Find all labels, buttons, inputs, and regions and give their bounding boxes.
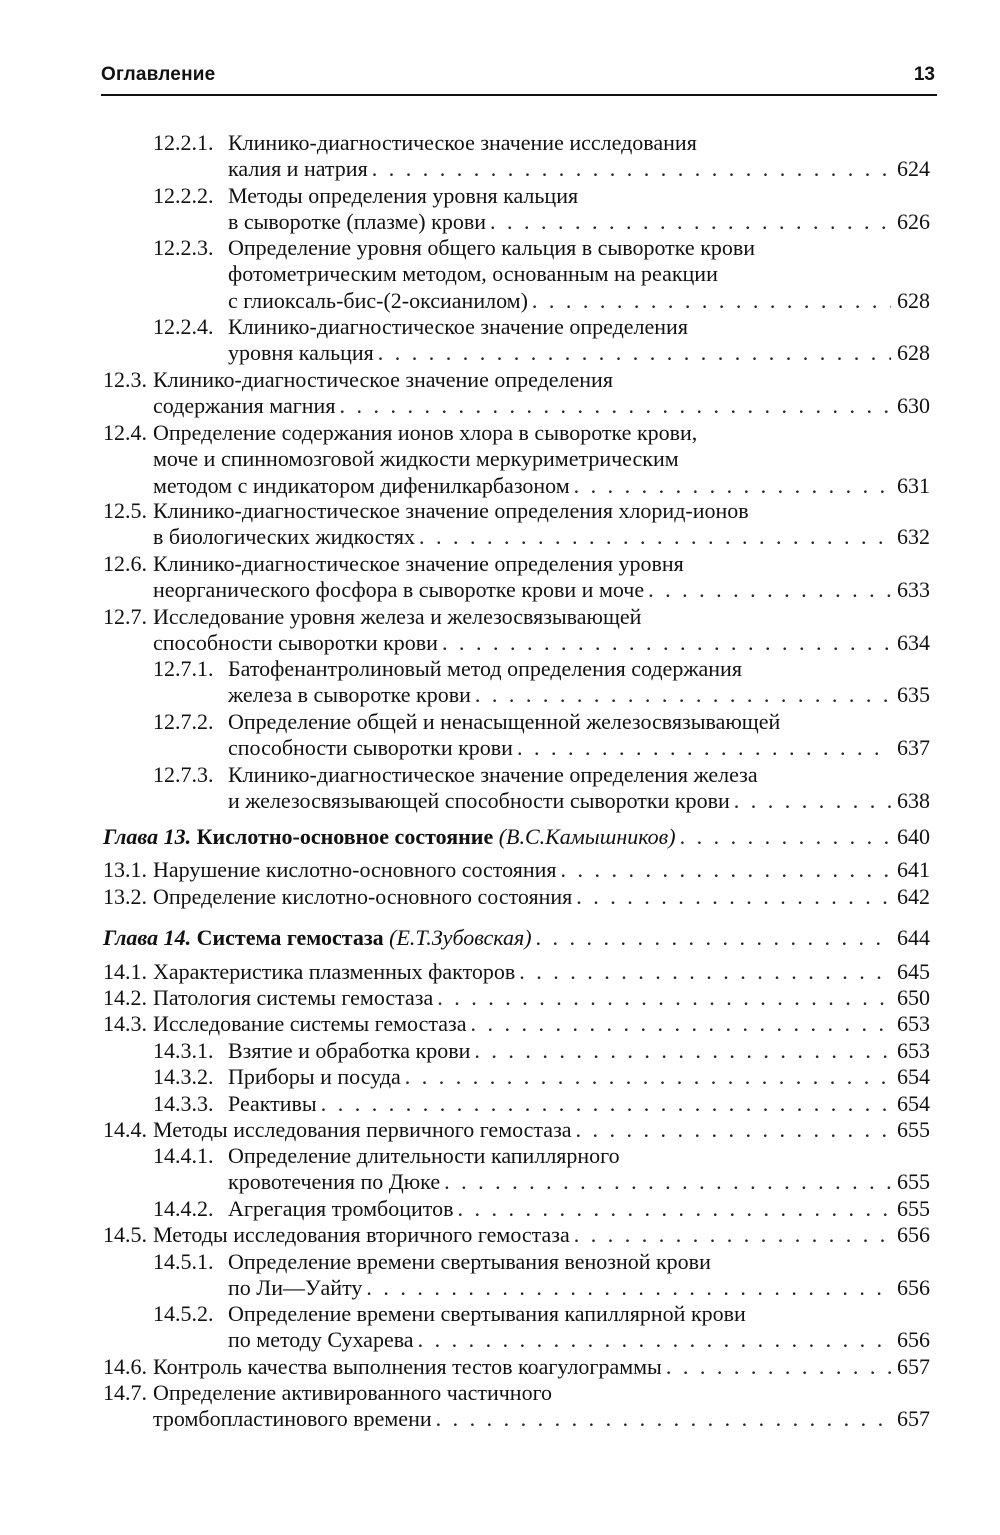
- entry-text-line: и железосвязывающей способности сыворотки крови: [228, 788, 730, 814]
- page-number: 642: [897, 884, 930, 909]
- dot-leader: [474, 1038, 891, 1064]
- chapter-title: Кислотно-основное состояние: [196, 824, 494, 849]
- section-number: 14.4.1.: [153, 1143, 214, 1168]
- entry-text-line: кровотечения по Дюке: [228, 1169, 441, 1195]
- section-number: 14.3.2.: [153, 1064, 214, 1089]
- section-number: 13.2.: [103, 884, 147, 909]
- dot-leader: [457, 1196, 891, 1222]
- entry-text-line: Методы определения уровня кальция: [228, 183, 579, 208]
- entry-text-line: Приборы и посуда: [228, 1064, 401, 1089]
- entry-text-line: по Ли—Уайту: [228, 1275, 363, 1301]
- entry-text-line: Определение общей и ненасыщенной железосвязывающей: [228, 709, 781, 734]
- entry-text-line: Клинико-диагностическое значение определения хлорид-ионов: [153, 498, 749, 523]
- entry-text-line: методом с индикатором дифенилкарбазоном: [153, 472, 570, 498]
- page-number: 653: [897, 1011, 930, 1036]
- dot-leader: [574, 473, 891, 499]
- entry-text-line: содержания магния: [153, 393, 336, 419]
- dot-leader: [532, 288, 891, 314]
- page-number: 630: [897, 393, 930, 419]
- dot-leader: [321, 1091, 891, 1117]
- page-number: 640: [897, 824, 930, 849]
- page-number: 637: [897, 735, 930, 761]
- entry-text-line: моче и спинномозговой жидкости меркуриметрическим: [153, 446, 679, 472]
- dot-leader: [561, 857, 892, 883]
- entry-text-line: Исследование системы гемостаза: [153, 1011, 467, 1036]
- entry-text-line: неорганического фосфора в сыворотке крови и моче: [153, 577, 645, 603]
- page-number: 641: [897, 857, 930, 882]
- entry-text-line: Клинико-диагностическое значение определения уровня: [153, 551, 684, 576]
- dot-leader: [378, 340, 891, 366]
- section-number: 12.7.1.: [153, 656, 214, 681]
- section-number: 14.6.: [103, 1354, 147, 1379]
- page-number: 628: [897, 287, 930, 313]
- running-header: [101, 62, 937, 96]
- section-number: 14.7.: [103, 1380, 147, 1405]
- entry-text-line: в биологических жидкостях: [153, 524, 415, 550]
- page-number: 657: [897, 1354, 930, 1379]
- dot-leader: [366, 1275, 891, 1301]
- page-number: 628: [897, 340, 930, 366]
- page-number: 634: [897, 630, 930, 656]
- page-number: 655: [897, 1169, 930, 1195]
- entry-text-line: Методы исследования вторичного гемостаза: [153, 1222, 570, 1247]
- dot-leader: [339, 393, 891, 419]
- page-number: 653: [897, 1038, 930, 1063]
- section-number: 14.3.3.: [153, 1091, 214, 1116]
- chapter-author: (Е.Т.Зубовская): [389, 925, 532, 950]
- entry-text-line: тромбопластинового времени: [153, 1406, 432, 1432]
- dot-leader: [576, 884, 891, 910]
- page-number: 656: [897, 1275, 930, 1301]
- entry-text-line: железа в сыворотке крови: [228, 682, 471, 708]
- entry-text-line: Контроль качества выполнения тестов коагулограммы: [153, 1354, 662, 1379]
- page-number: 635: [897, 682, 930, 708]
- page-number: 650: [897, 985, 930, 1010]
- dot-leader: [536, 925, 891, 951]
- section-number: 14.4.2.: [153, 1196, 214, 1221]
- dot-leader: [470, 1011, 891, 1037]
- header-page-number: 13: [913, 64, 935, 85]
- entry-text-line: Характеристика плазменных факторов: [153, 959, 516, 984]
- entry-text-line: Нарушение кислотно-основного состояния: [153, 857, 557, 882]
- entry-text-line: по методу Сухарева: [228, 1327, 414, 1353]
- page-number: 633: [897, 577, 930, 603]
- section-number: 12.2.1.: [153, 130, 214, 155]
- entry-text-line: Определение времени свертывания венозной крови: [228, 1249, 711, 1274]
- dot-leader: [574, 1222, 891, 1248]
- entry-text-line: Определение длительности капиллярного: [228, 1143, 620, 1168]
- dot-leader: [648, 577, 891, 603]
- page-number: 644: [897, 925, 930, 950]
- dot-leader: [405, 1064, 891, 1090]
- page-number: 655: [897, 1117, 930, 1142]
- dot-leader: [475, 682, 891, 708]
- entry-text-line: Клинико-диагностическое значение определения: [228, 314, 688, 339]
- section-number: 14.3.: [103, 1011, 147, 1036]
- page-number: 655: [897, 1196, 930, 1221]
- entry-text-line: Реактивы: [228, 1091, 317, 1116]
- dot-leader: [419, 524, 891, 550]
- entry-text-line: Определение времени свертывания капиллярной крови: [228, 1301, 746, 1326]
- dot-leader: [576, 1117, 891, 1143]
- entry-text-line: Клинико-диагностическое значение определения железа: [228, 762, 758, 787]
- section-number: 12.7.2.: [153, 709, 214, 734]
- entry-text-line: Определение уровня общего кальция в сыворотке крови: [228, 235, 756, 260]
- chapter-title: Система гемостаза: [196, 925, 384, 950]
- section-number: 12.4.: [103, 420, 147, 445]
- section-number: 12.3.: [103, 367, 147, 392]
- entry-text-line: Батофенантролиновый метод определения содержания: [228, 656, 742, 681]
- section-number: 14.2.: [103, 985, 147, 1010]
- dot-leader: [418, 1327, 891, 1353]
- entry-text-line: Патология системы гемостаза: [153, 985, 434, 1010]
- dot-leader: [437, 985, 891, 1011]
- section-number: 12.5.: [103, 498, 147, 523]
- dot-leader: [442, 630, 891, 656]
- section-number: 14.3.1.: [153, 1038, 214, 1063]
- entry-text-line: Методы исследования первичного гемостаза: [153, 1117, 572, 1142]
- section-number: 14.5.1.: [153, 1249, 214, 1274]
- entry-text-line: Клинико-диагностическое значение исследования: [228, 130, 697, 155]
- section-number: 12.7.: [103, 604, 147, 629]
- dot-leader: [519, 959, 891, 985]
- page-number: 654: [897, 1091, 930, 1116]
- page-number: 654: [897, 1064, 930, 1089]
- entry-text-line: Исследование уровня железа и железосвязывающей: [153, 604, 642, 629]
- entry-text-line: с глиоксаль-бис-(2-оксианилом): [228, 287, 528, 313]
- entry-text-line: Определение содержания ионов хлора в сыворотке крови,: [153, 420, 698, 445]
- page-number: 638: [897, 788, 930, 814]
- section-number: 13.1.: [103, 857, 147, 882]
- page-number: 657: [897, 1406, 930, 1432]
- entry-text-line: уровня кальция: [228, 340, 374, 366]
- section-number: 12.2.3.: [153, 235, 214, 260]
- entry-text-line: Определение кислотно-основного состояния: [153, 884, 573, 909]
- section-number: 14.4.: [103, 1117, 147, 1142]
- page-number: 632: [897, 524, 930, 550]
- dot-leader: [490, 209, 891, 235]
- section-number: 14.5.: [103, 1222, 147, 1247]
- entry-text-line: Определение активированного частичного: [153, 1380, 553, 1405]
- dot-leader: [372, 156, 891, 182]
- entry-text-line: способности сыворотки крови: [228, 735, 513, 761]
- dot-leader: [436, 1406, 891, 1432]
- entry-text-line: Клинико-диагностическое значение определения: [153, 367, 613, 392]
- section-number: 12.6.: [103, 551, 147, 576]
- dot-leader: [680, 824, 891, 850]
- page-number: 626: [897, 209, 930, 235]
- header-title: Оглавление: [101, 64, 216, 85]
- entry-text-line: Взятие и обработка крови: [228, 1038, 471, 1063]
- dot-leader: [517, 735, 891, 761]
- chapter-label: Глава 13.: [103, 824, 192, 849]
- dot-leader: [734, 788, 891, 814]
- entry-text-line: в сыворотке (плазме) крови: [228, 209, 486, 235]
- entry-text-line: фотометрическим методом, основанным на реакции: [228, 261, 718, 287]
- page-number: 656: [897, 1222, 930, 1247]
- entry-text-line: калия и натрия: [228, 156, 368, 182]
- page-number: 645: [897, 959, 930, 984]
- entry-text-line: способности сыворотки крови: [153, 630, 438, 656]
- section-number: 14.1.: [103, 959, 147, 984]
- dot-leader: [444, 1169, 891, 1195]
- chapter-author: (В.С.Камышников): [498, 824, 676, 849]
- section-number: 12.2.4.: [153, 314, 214, 339]
- entry-text-line: Агрегация тромбоцитов: [228, 1196, 454, 1221]
- page-number: 656: [897, 1327, 930, 1353]
- section-number: 12.7.3.: [153, 762, 214, 787]
- page-number: 631: [897, 472, 930, 498]
- section-number: 12.2.2.: [153, 183, 214, 208]
- chapter-label: Глава 14.: [103, 925, 192, 950]
- page-number: 624: [897, 156, 930, 182]
- section-number: 14.5.2.: [153, 1301, 214, 1326]
- dot-leader: [666, 1354, 891, 1380]
